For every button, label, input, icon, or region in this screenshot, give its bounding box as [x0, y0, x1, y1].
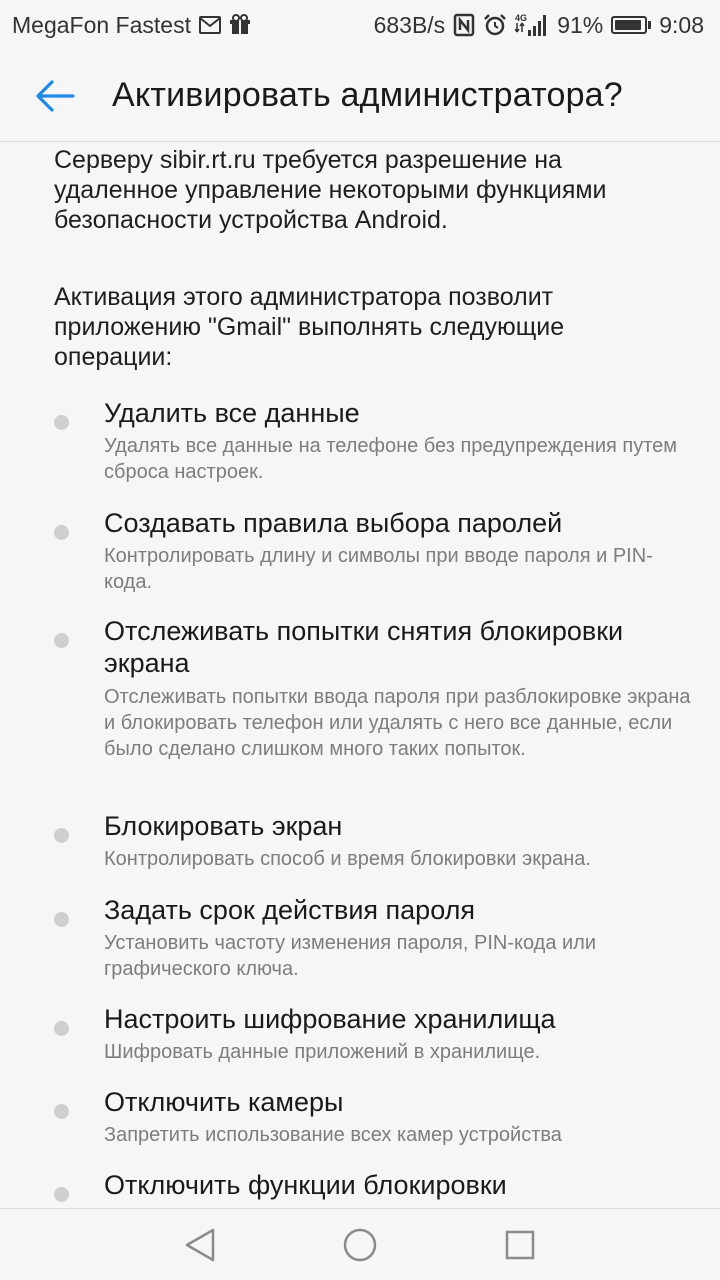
permission-title: Задать срок действия пароля — [104, 895, 475, 925]
permission-title: Настроить шифрование хранилища — [104, 1004, 556, 1034]
admin-permissions-content[interactable] — [0, 143, 720, 1208]
gift-icon — [229, 14, 251, 36]
net-speed: 683B/s — [373, 11, 446, 38]
mail-icon — [199, 16, 221, 34]
signal-icon — [515, 12, 549, 38]
bullet-dot — [54, 828, 69, 843]
bullet-dot — [54, 1021, 69, 1036]
permission-title: Отключить камеры — [104, 1087, 344, 1117]
recents-square-icon — [504, 1229, 536, 1261]
back-triangle-icon — [183, 1227, 217, 1263]
page-title: Активировать администратора? — [112, 76, 623, 114]
battery-icon — [611, 16, 651, 34]
permission-title: Создавать правила выбора паролей — [104, 508, 563, 538]
nav-home-button[interactable] — [330, 1215, 390, 1275]
permission-description: Контролировать способ и время блокировки экрана. — [104, 848, 591, 870]
bullet-dot — [54, 912, 69, 927]
permission-description: Шифровать данные приложений в хранилище. — [104, 1041, 541, 1063]
permission-title: Блокировать экран — [104, 811, 343, 841]
navigation-bar — [0, 1208, 720, 1280]
alarm-icon — [483, 13, 507, 37]
permission-description: Установить частоту изменения пароля, PIN-кода или графического ключа. — [104, 932, 597, 980]
nav-back-button[interactable] — [170, 1215, 230, 1275]
back-button[interactable] — [20, 61, 90, 131]
bullet-dot — [54, 415, 69, 430]
bullet-dot — [54, 1187, 69, 1202]
permission-description: Отслеживать попытки ввода пароля при разблокировке экрана и блокировать телефон или удалять с него все данные, если было сделано слишком много таких попыток. — [104, 686, 691, 760]
network-type: 4G — [515, 13, 528, 23]
permission-description: Контролировать длину и символы при вводе пароля и PIN-кода. — [104, 545, 653, 593]
status-bar-left — [12, 12, 251, 39]
intro-text-gmail: Активация этого администратора позволит приложению "Gmail" выполнять следующие операции: — [54, 283, 565, 371]
bullet-dot — [54, 525, 69, 540]
permission-description: Удалять все данные на телефоне без предупреждения путем сброса настроек. — [104, 435, 678, 483]
nav-recents-button[interactable] — [490, 1215, 550, 1275]
nfc-icon — [453, 13, 475, 37]
bullet-dot — [54, 633, 69, 648]
carrier-name: MegaFon Fastest — [12, 11, 191, 38]
permission-description: Запретить использование всех камер устройства — [104, 1124, 562, 1146]
intro-text-server: Серверу sibir.rt.ru требуется разрешение на удаленное управление некоторыми функциями безопасности устройства Android. — [54, 146, 607, 234]
status-bar — [0, 0, 720, 50]
permission-title: Отключить функции блокировки — [104, 1170, 507, 1200]
status-bar-right — [374, 12, 704, 39]
bullet-dot — [54, 1104, 69, 1119]
permission-title: Удалить все данные — [104, 398, 360, 428]
app-bar — [0, 50, 720, 142]
clock: 9:08 — [659, 11, 704, 38]
battery-percent: 91% — [557, 11, 604, 38]
home-circle-icon — [342, 1227, 378, 1263]
permission-title: Отслеживать попытки снятия блокировки экрана — [104, 616, 624, 678]
arrow-left-icon — [35, 79, 75, 113]
